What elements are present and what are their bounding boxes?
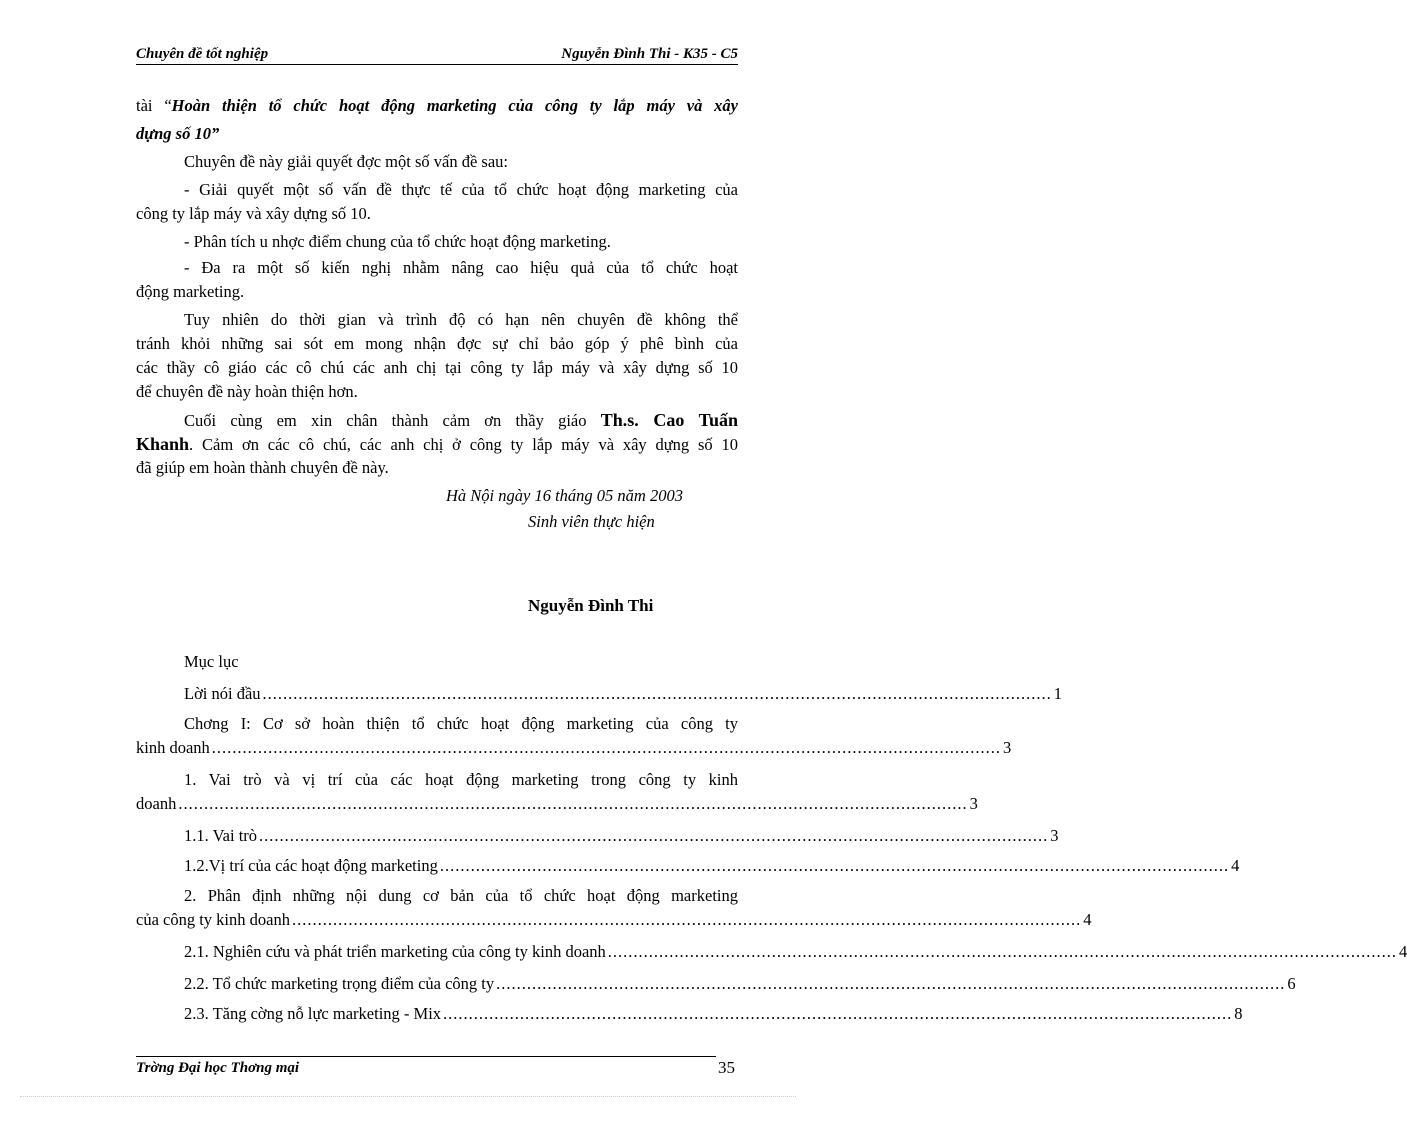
toc-entry-page: 3	[1003, 738, 1012, 757]
toc-entry[interactable]	[184, 942, 1407, 962]
toc-entry-page: 4	[1399, 942, 1407, 961]
toc-entry-text: kinh doanh	[136, 738, 210, 757]
toc-entry-text: 2.3. Tăng cờng nỗ lực marketing - Mix	[184, 1004, 442, 1023]
toc-leader: ..........................................................................................................................................................	[211, 738, 1002, 757]
toc-entry-page: 3	[969, 794, 978, 813]
header-title: Chuyên đề tốt nghiệp	[136, 46, 269, 62]
toc-leader: ..........................................................................................................................................................	[291, 910, 1082, 929]
point-1b: công ty lắp máy và xây dựng số 10.	[136, 204, 371, 223]
toc-entry-page: 6	[1287, 974, 1296, 993]
toc-leader: ..........................................................................................................................................................	[443, 1004, 1233, 1023]
para-limit-c: các thầy cô giáo các cô chú các anh chị tại công ty lắp máy và xây dựng số 10	[136, 358, 738, 377]
toc-entry[interactable]	[184, 1004, 1243, 1024]
toc-entry-text: của công ty kinh doanh	[136, 910, 290, 929]
toc-entry-text: 1.1. Vai trò	[184, 826, 258, 845]
para-limit-a: Tuy nhiên do thời gian và trình độ có hạn nên chuyên đề không thể	[184, 310, 738, 329]
thanks-c: đã giúp em hoàn thành chuyên đề này.	[136, 458, 389, 477]
toc-entry-text: doanh	[136, 794, 177, 813]
advisor-name-b: Khanh	[136, 434, 190, 454]
toc-leader: ..........................................................................................................................................................	[496, 974, 1286, 993]
toc-entry-page: 8	[1234, 1004, 1243, 1023]
toc-leader: ..........................................................................................................................................................	[259, 826, 1049, 845]
thesis-title-a: Hoàn thiện tổ chức hoạt động marketing của công ty lắp máy và xây	[171, 96, 738, 115]
toc-heading: Mục lục	[184, 652, 239, 671]
thanks-prefix: Cuối cùng em xin chân thành cảm ơn thầy giáo	[184, 411, 587, 430]
point-3a: - Đa ra một số kiến nghị nhằm nâng cao hiệu quả của tổ chức hoạt	[184, 258, 738, 277]
signature-role: Sinh viên thực hiện	[528, 512, 655, 531]
page-edge-rule	[20, 1096, 796, 1097]
advisor-name-a: Th.s. Cao Tuấn	[600, 410, 739, 430]
toc-entry[interactable]	[136, 910, 1092, 930]
toc-entry-text: 2.1. Nghiên cứu và phát triển marketing của công ty kinh doanh	[184, 942, 606, 961]
toc-entry[interactable]	[184, 856, 1240, 876]
header-author: Nguyễn Đình Thi - K35 - C5	[561, 46, 738, 62]
toc-entry[interactable]	[184, 974, 1296, 994]
toc-entry-page: 4	[1083, 910, 1092, 929]
thanks-a	[184, 410, 738, 431]
toc-entry-line-a: 2. Phân định những nội dung cơ bản của tổ chức hoạt động marketing	[184, 886, 738, 905]
toc-entry-page: 4	[1231, 856, 1240, 875]
footer-rule	[136, 1056, 716, 1057]
toc-entry-line-a: 1. Vai trò và vị trí của các hoạt động marketing trong công ty kinh	[184, 770, 738, 789]
point-3b: động marketing.	[136, 282, 245, 301]
thesis-title-b: dựng số 10”	[136, 124, 220, 143]
thanks-b	[136, 434, 738, 455]
toc-leader: ..........................................................................................................................................................	[439, 856, 1230, 875]
signature-date: Hà Nội ngày 16 tháng 05 năm 2003	[446, 486, 683, 505]
toc-entry[interactable]	[136, 794, 978, 814]
title-line-1	[136, 96, 738, 116]
toc-entry-page: 3	[1050, 826, 1059, 845]
toc-entry[interactable]	[184, 684, 1063, 704]
signature-name: Nguyễn Đình Thi	[528, 596, 654, 615]
toc-entry-text: 2.2. Tổ chức marketing trọng điểm của công ty	[184, 974, 495, 993]
toc-leader: ..........................................................................................................................................................	[262, 684, 1052, 703]
intro-sentence: Chuyên đề này giải quyết đợc một số vấn đề sau:	[184, 152, 508, 171]
thanks-rest: . Cảm ơn các cô chú, các anh chị ở công ty lắp máy và xây dựng số 10	[189, 435, 738, 454]
toc-entry-line-a: Chơng I: Cơ sở hoàn thiện tổ chức hoạt động marketing của công ty	[184, 714, 738, 733]
toc-leader: ..........................................................................................................................................................	[178, 794, 968, 813]
page-number: 35	[718, 1058, 735, 1077]
toc-entry-page: 1	[1053, 684, 1063, 703]
toc-entry[interactable]	[184, 826, 1059, 846]
header-rule	[136, 64, 738, 65]
point-2: - Phân tích u nhợc điểm chung của tổ chức hoạt động marketing.	[184, 232, 611, 251]
para-limit-b: tránh khỏi những sai sót em mong nhận đợc sự chỉ bảo góp ý phê bình của	[136, 334, 738, 353]
toc-leader: ..........................................................................................................................................................	[607, 942, 1398, 961]
para-limit-d: để chuyên đề này hoàn thiện hơn.	[136, 382, 358, 401]
toc-entry[interactable]	[136, 738, 1012, 758]
toc-entry-text: Lời nói đầu	[184, 684, 261, 703]
toc-entry-text: 1.2.Vị trí của các hoạt động marketing	[184, 856, 438, 875]
footer-school: Trờng Đại học Thơng mại	[136, 1060, 300, 1076]
title-prefix: tài “	[136, 96, 172, 115]
point-1a: - Giải quyết một số vấn đề thực tế của tổ chức hoạt động marketing của	[184, 180, 738, 199]
